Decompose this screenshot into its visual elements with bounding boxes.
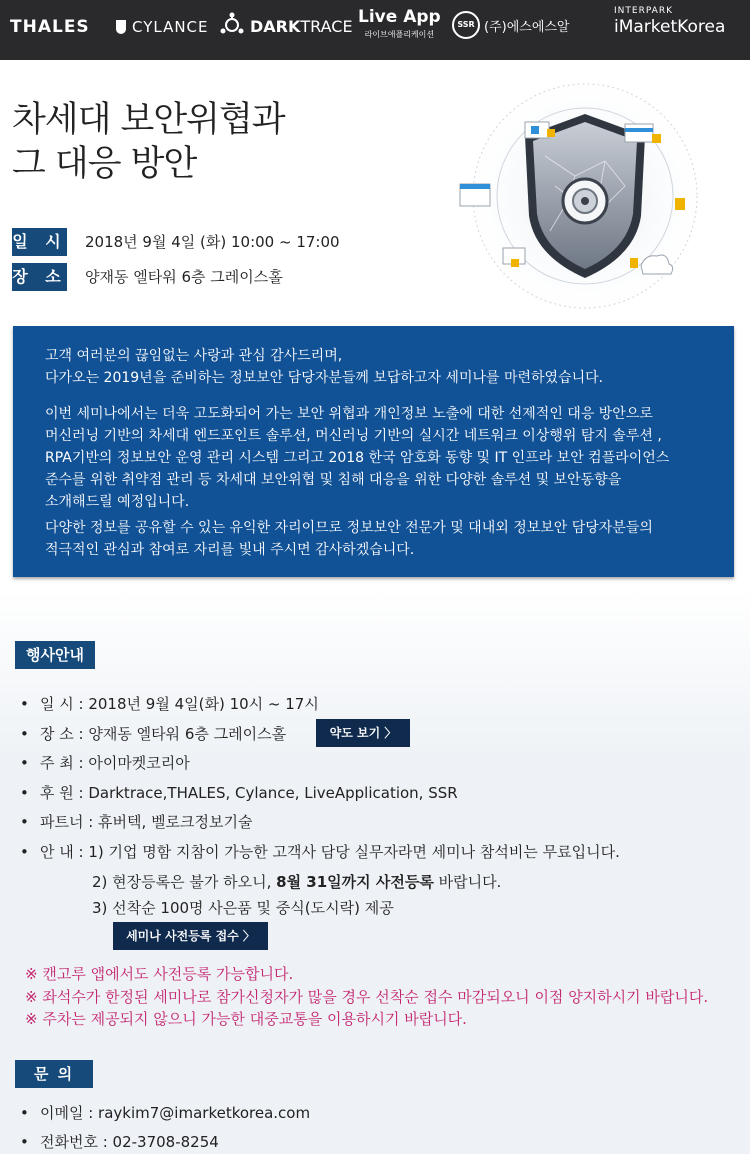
cylance-shield-icon — [116, 20, 126, 34]
intro-paragraph-3: 다양한 정보를 공유할 수 있는 유익한 자리이므로 정보보안 전문가 및 대내외 정보보안 담당자분들의 적극적인 관심과 참여로 자리를 빛내 주시면 감사하겠습니다. — [45, 520, 653, 558]
contact-badge: 문 의 — [15, 1060, 93, 1088]
page-title: 차세대 보안위협과 그 대응 방안 — [12, 100, 285, 184]
ssr-logo: (주)에스에스알 — [484, 20, 570, 35]
event-guide-2: 2) 현장등록은 불가 하오니, 8월 31일까지 사전등록 바랍니다. — [92, 873, 502, 891]
notice-app-registration: ※ 캔고루 앱에서도 사전등록 가능합니다. — [25, 965, 294, 983]
intro-paragraph-1: 고객 여러분의 끊임없는 사랑과 관심 감사드리며, 다가오는 2019년을 준비하는 정보보안 담당자분들께 보답하고자 세미나를 마련하였습니다. — [45, 348, 604, 386]
event-sponsor-item: • 후 원 : Darktrace,THALES, Cylance, LiveApplication, SSR — [20, 784, 458, 802]
ssr-logo-mark: SSR — [452, 11, 480, 39]
darktrace-icon — [219, 12, 245, 38]
seminar-register-button[interactable]: 세미나 사전등록 접수 〉 — [113, 922, 268, 950]
event-guide-3: 3) 선착순 100명 사은품 및 중식(도시락) 제공 — [92, 899, 394, 917]
date-label: 일 시 — [12, 228, 67, 256]
event-info-badge: 행사안내 — [15, 641, 95, 669]
date-value: 2018년 9월 4일 (화) 10:00 ~ 17:00 — [85, 233, 340, 251]
place-value: 양재동 엘타워 6층 그레이스홀 — [85, 268, 283, 286]
darktrace-logo: DARKTRACE — [250, 17, 353, 36]
contact-email-item: • 이메일 : raykim7@imarketkorea.com — [20, 1104, 311, 1122]
notice-limited-seats: ※ 좌석수가 한정된 세미나로 참가신청자가 많을 경우 선착순 접수 마감되오니 이점 양지하시기 바랍니다. — [25, 988, 709, 1006]
imarketkorea-logo: INTERPARK iMarketKorea — [614, 6, 726, 37]
liveapp-logo: Live App 라이브애플리케이션 — [358, 7, 441, 39]
map-button[interactable]: 약도 보기 〉 — [316, 719, 410, 747]
sponsor-logo-bar — [0, 0, 750, 60]
thales-logo: THALES — [10, 17, 90, 37]
event-guide-item: • 안 내 : 1) 기업 명함 지참이 가능한 고객사 담당 실무자라면 세미나 참석비는 무료입니다. — [20, 843, 620, 861]
event-date-item: • 일 시 : 2018년 9월 4일(화) 10시 ~ 17시 — [20, 695, 319, 713]
notice-no-parking: ※ 주차는 제공되지 않으니 가능한 대중교통을 이용하시기 바랍니다. — [25, 1010, 467, 1028]
security-shield-illustration — [455, 66, 750, 328]
event-place-item: • 장 소 : 양재동 엘타워 6층 그레이스홀 — [20, 725, 287, 743]
place-label: 장 소 — [12, 263, 67, 291]
event-host-item: • 주 최 : 아이마켓코리아 — [20, 754, 190, 772]
event-partner-item: • 파트너 : 휴버텍, 벨로크정보기술 — [20, 813, 253, 831]
intro-message-box — [13, 326, 734, 577]
cylance-logo: CYLANCE — [116, 18, 209, 36]
intro-paragraph-2: 이번 세미나에서는 더욱 고도화되어 가는 보안 위협과 개인정보 노출에 대한 선제적인 대응 방안으로 머신러닝 기반의 차세대 엔드포인트 솔루션, 머신러닝 기반의 실시간 네트워크 이상행위 탐지 솔루션 , RPA기반의 정보보안 운영 관리 시스템 그리고 2018 한국 암호화 동향 및 IT 인프라 보안 컴플라이언스 준수를 위한 취약점 관리 등 차세대 보안위협 및 침해 대응을 위한 다양한 솔루션 및 보안동향을 소개해드릴 예정입니다. — [45, 406, 670, 510]
contact-phone-item: • 전화번호 : 02-3708-8254 — [20, 1133, 219, 1151]
